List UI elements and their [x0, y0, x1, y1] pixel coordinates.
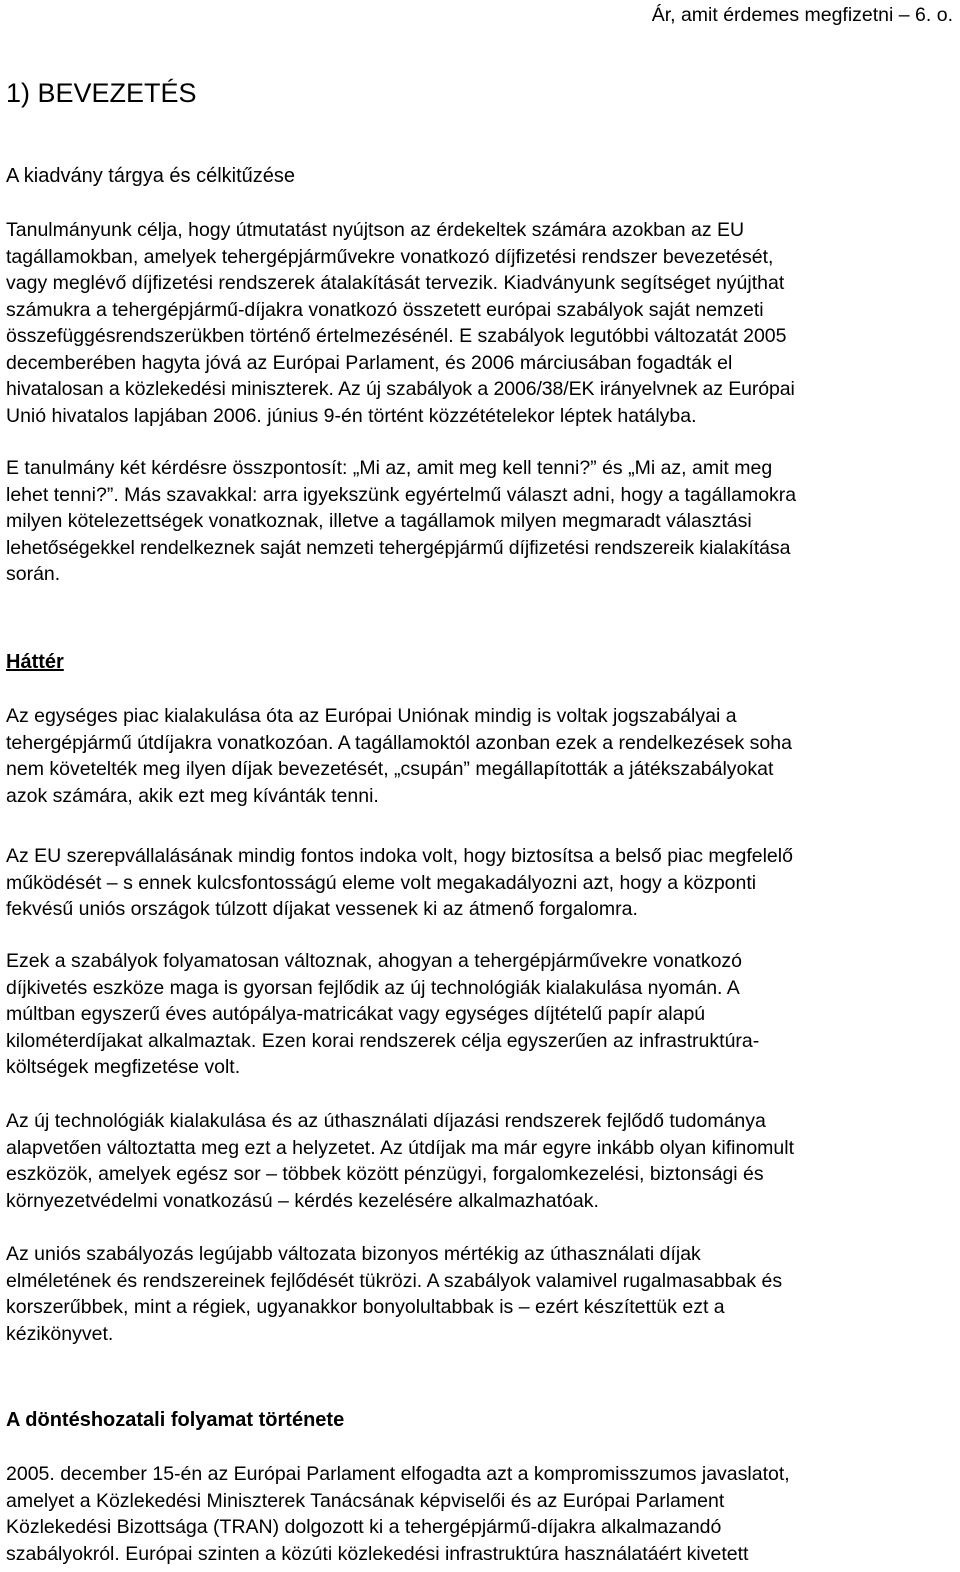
- text-line: nem követelték meg ilyen díjak bevezetését, „csupán” megállapították a játékszabályokat: [6, 758, 774, 780]
- text-line: környezetvédelmi vonatkozású – kérdés kezelésére alkalmazhatóak.: [6, 1189, 599, 1212]
- chapter-title: 1) BEVEZETÉS: [6, 78, 197, 108]
- text-line: Közlekedési Bizottsága (TRAN) dolgozott ki a tehergépjármű-díjakra alkalmazandó: [6, 1516, 722, 1538]
- section-heading-purpose: A kiadvány tárgya és célkitűzése: [6, 165, 296, 187]
- text-line: elméletének és rendszereinek fejlődését tükrözi. A szabályok valamivel rugalmasabbak és: [6, 1269, 783, 1292]
- text-line: költségek megfizetése volt.: [6, 1056, 241, 1078]
- text-line: E tanulmány két kérdésre összpontosít: „Mi az, amit meg kell tenni?” és „Mi az, amit meg: [6, 457, 773, 479]
- text-line: hivatalosan a közlekedési miniszterek. Az új szabályok a 2006/38/EK irányelvnek az Európai: [6, 378, 795, 400]
- text-line: Az új technológiák kialakulása és az úthasználati díjazási rendszerek fejlődő tudománya: [6, 1110, 766, 1132]
- text-line: korszerűbbek, mint a régiek, ugyanakkor bonyolultabbak is – ezért készítettük ezt a: [6, 1296, 725, 1318]
- text-line: lehetőségekkel rendelkeznek saját nemzeti tehergépjármű díjfizetési rendszereik kialakítása: [6, 536, 791, 559]
- text-line: tehergépjármű útdíjakra vonatkozóan. A tagállamoktól azonban ezek a rendelkezések soha: [6, 731, 792, 754]
- text-line: számukra a tehergépjármű-díjakra vonatkozó összetett európai szabályok saját nemzeti: [6, 298, 764, 321]
- paragraph-background-1: [6, 703, 958, 809]
- text-line: Unió hivatalos lapjában 2006. június 9-én történt közzétételekor léptek hatályba.: [6, 404, 697, 427]
- text-line: Ezek a szabályok folyamatosan változnak, ahogyan a tehergépjárművekre vonatkozó: [6, 950, 743, 972]
- section-heading-background: Háttér: [6, 651, 64, 673]
- text-line: Az EU szerepvállalásának mindig fontos indoka volt, hogy biztosítsa a belső piac megfelelő: [6, 845, 793, 867]
- paragraph-background-2: [6, 843, 958, 923]
- text-line: Tanulmányunk célja, hogy útmutatást nyújtson az érdekeltek számára azokban az EU: [6, 219, 745, 241]
- text-line: 2005. december 15-én az Európai Parlament elfogadta azt a kompromisszumos javaslatot,: [6, 1463, 790, 1485]
- text-line: szabályokról. Európai szinten a közúti közlekedési infrastruktúra használatáért kivetett: [6, 1542, 749, 1565]
- text-line: során.: [6, 563, 61, 585]
- text-line: Az egységes piac kialakulása óta az Európai Uniónak mindig is voltak jogszabályai a: [6, 705, 737, 727]
- text-line: milyen kötelezettségek vonatkoznak, illetve a tagállamok milyen megmaradt választási: [6, 510, 752, 532]
- text-line: alapvetően változtatta meg ezt a helyzetet. Az útdíjak ma már egyre inkább olyan kifinomult: [6, 1136, 795, 1159]
- text-line: azok számára, akik ezt meg kívánták tenni.: [6, 784, 379, 807]
- text-line: eszközök, amelyek egész sor – többek között pénzügyi, forgalomkezelési, biztonsági és: [6, 1163, 764, 1185]
- text-line: kilométerdíjakat alkalmaztak. Ezen korai rendszerek célja egyszerűen az infrastruktúra-: [6, 1029, 760, 1052]
- paragraph-background-5: [6, 1241, 958, 1347]
- text-line: kézikönyvet.: [6, 1322, 114, 1345]
- text-line: Az uniós szabályozás legújabb változata bizonyos mértékig az úthasználati díjak: [6, 1243, 701, 1265]
- text-line: vagy meglévő díjfizetési rendszerek átalakítását tervezik. Kiadványunk segítséget nyújthat: [6, 272, 785, 294]
- paragraph-background-3: [6, 948, 958, 1081]
- text-line: díjkivetés eszköze maga is gyorsan fejlődik az új technológiák kialakulása nyomán. A: [6, 976, 740, 999]
- text-line: amelyet a Közlekedési Miniszterek Tanácsának képviselői és az Európai Parlament: [6, 1489, 725, 1512]
- text-line: fekvésű uniós országok túlzott díjakat vessenek ki az átmenő forgalomra.: [6, 898, 638, 920]
- paragraph-background-4: [6, 1108, 958, 1214]
- paragraph-purpose-1: [6, 217, 958, 429]
- text-line: múltban egyszerű éves autópálya-matricákat vagy egységes díjtételű papír alapú: [6, 1003, 706, 1025]
- running-header: Ár, amit érdemes megfizetni – 6. o.: [651, 4, 953, 26]
- text-line: decemberében hagyta jóvá az Európai Parlament, és 2006 márciusában fogadták el: [6, 351, 733, 374]
- paragraph-history-1: [6, 1461, 958, 1567]
- section-heading-history: A döntéshozatali folyamat története: [6, 1409, 345, 1431]
- paragraph-purpose-2: [6, 455, 958, 588]
- text-line: összefüggésrendszerükben történő értelmezésénél. E szabályok legutóbbi változatát 2005: [6, 325, 787, 347]
- text-line: tagállamokban, amelyek tehergépjárművekre vonatkozó díjfizetési rendszer bevezetését,: [6, 245, 774, 268]
- text-line: működését – s ennek kulcsfontosságú eleme volt megakadályozni azt, hogy a központi: [6, 871, 757, 894]
- text-line: lehet tenni?”. Más szavakkal: arra igyekszünk egyértelmű választ adni, hogy a tagállamokra: [6, 483, 797, 506]
